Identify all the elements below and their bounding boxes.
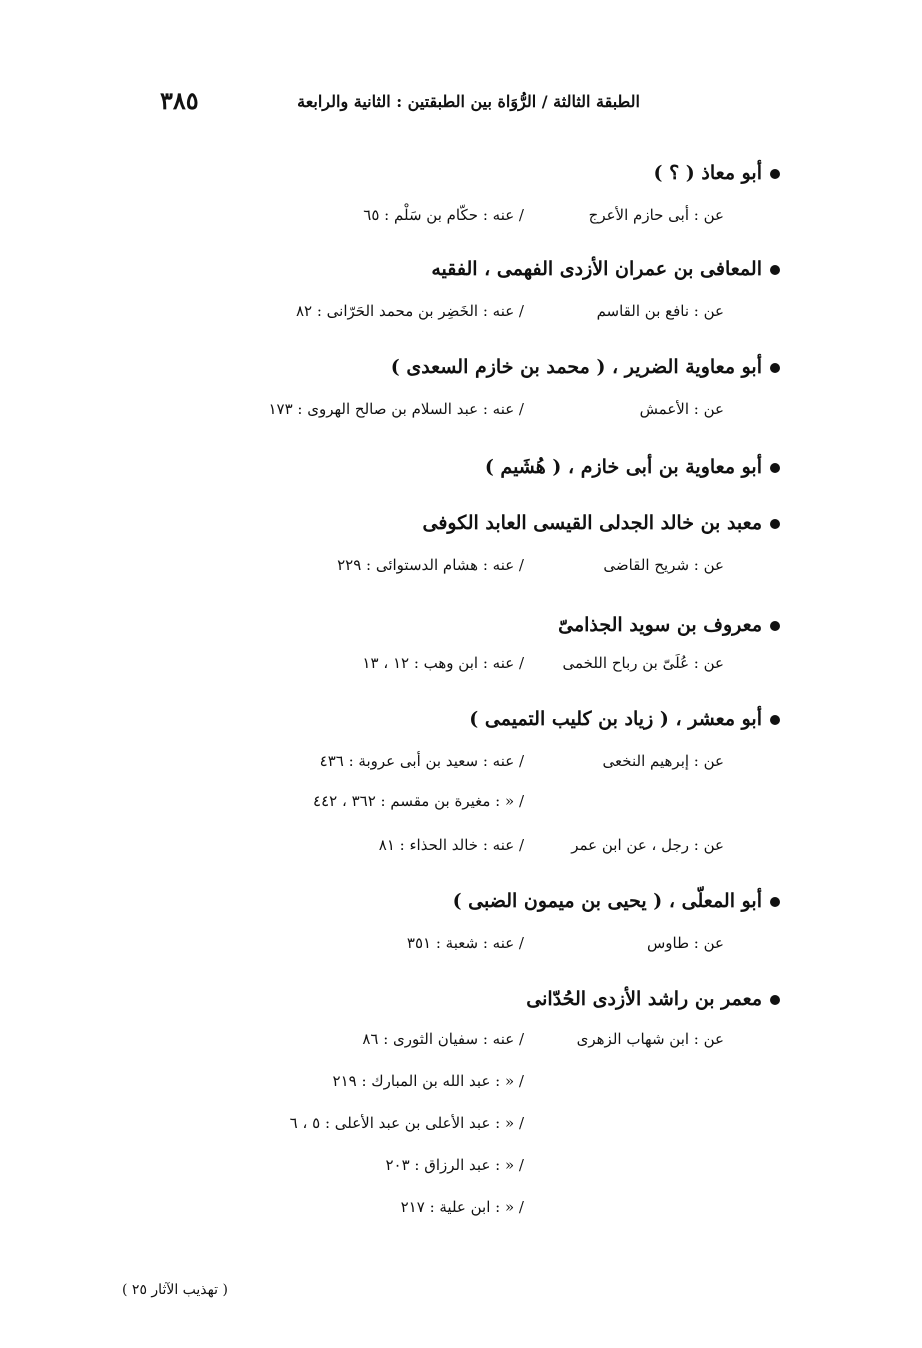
entry-heading [526, 988, 780, 1010]
entry-row [0, 302, 922, 328]
to-student: / « : عبد الأعلى بن عبد الأعلى : ٥ ، ٦ [289, 1114, 524, 1132]
entry-heading [453, 890, 780, 912]
bullet-icon [770, 363, 780, 373]
from-source: عن : شريح القاضى [603, 556, 724, 574]
bullet-icon [770, 715, 780, 725]
entry-row [0, 400, 922, 426]
entries-list [0, 150, 922, 1250]
to-student: / عنه : سفيان الثورى : ٨٦ [362, 1030, 524, 1048]
bullet-icon [770, 463, 780, 473]
entry-heading [654, 162, 781, 184]
entry-name: أبو معاوية الضرير ، ( محمد بن خازم السعدى ) [390, 356, 762, 378]
entry-name: أبو معاوية بن أبى خازم ، ( هُشَيم ) [484, 456, 762, 478]
entry-name: معمر بن راشد الأزدى الحُدّانى [526, 988, 762, 1010]
entry-row [0, 206, 922, 232]
from-source: عن : طاوس [646, 934, 724, 952]
from-source: عن : نافع بن القاسم [596, 302, 724, 320]
entry-row [0, 1156, 922, 1182]
from-source: عن : ابن شهاب الزهرى [576, 1030, 724, 1048]
from-source: عن : إبرهيم النخعى [602, 752, 724, 770]
entry-name: معروف بن سويد الجذامىّ [558, 614, 762, 636]
entry-name: معبد بن خالد الجدلى القيسى العابد الكوفى [422, 512, 762, 534]
entry-row [0, 556, 922, 582]
to-student: / « : عبد الرزاق : ٢٠٣ [385, 1156, 524, 1174]
entry-heading [485, 456, 780, 478]
entry-heading [469, 708, 780, 730]
entry-name: المعافى بن عمران الأزدى الفهمى ، الفقيه [431, 258, 762, 280]
to-student: / « : عبد الله بن المبارك : ٢١٩ [332, 1072, 524, 1090]
to-student: / عنه : هشام الدستوائى : ٢٢٩ [337, 556, 524, 574]
entry-heading [391, 356, 780, 378]
entry-row [0, 934, 922, 960]
bullet-icon [770, 519, 780, 529]
bullet-icon [770, 897, 780, 907]
entry-row [0, 1114, 922, 1140]
to-student: / عنه : خالد الحذاء : ٨١ [378, 836, 524, 854]
bullet-icon [770, 621, 780, 631]
to-student: / « : مغيرة بن مقسم : ٣٦٢ ، ٤٤٢ [313, 792, 524, 810]
entry-row [0, 792, 922, 818]
page-number: ٣٨٥ [160, 86, 199, 115]
to-student: / عنه : حكّام بن سَلْم : ٦٥ [363, 206, 524, 224]
from-source: عن : عُلَىّ بن رباح اللخمى [562, 654, 724, 672]
entry-heading [431, 258, 780, 280]
footer-note: ( تهذيب الآثار ٢٥ ) [122, 1282, 228, 1298]
running-header: الطبقة الثالثة / الرُّوَاة بين الطبقتين : الثانية والرابعة [297, 92, 640, 111]
entry-row [0, 1030, 922, 1056]
from-source: عن : رجل ، عن ابن عمر [571, 836, 724, 854]
entry-row [0, 752, 922, 778]
entry-row [0, 654, 922, 680]
to-student: / « : ابن علية : ٢١٧ [400, 1198, 524, 1216]
entry-row [0, 836, 922, 862]
from-source: عن : أبى حازم الأعرج [588, 206, 724, 224]
to-student: / عنه : عبد السلام بن صالح الهروى : ١٧٣ [268, 400, 524, 418]
from-source: عن : الأعمش [639, 400, 724, 418]
to-student: / عنه : شعبة : ٣٥١ [406, 934, 524, 952]
entry-name: أبو المعلّى ، ( يحيى بن ميمون الضبى ) [452, 890, 762, 912]
entry-name: أبو معشر ، ( زياد بن كليب التميمى ) [469, 708, 762, 730]
to-student: / عنه : سعيد بن أبى عروبة : ٤٣٦ [319, 752, 524, 770]
bullet-icon [770, 265, 780, 275]
entry-heading [423, 512, 781, 534]
entry-row [0, 1072, 922, 1098]
entry-row [0, 1198, 922, 1224]
entry-heading [558, 614, 780, 636]
entry-name: أبو معاذ ( ؟ ) [653, 162, 762, 184]
bullet-icon [770, 995, 780, 1005]
bullet-icon [770, 169, 780, 179]
to-student: / عنه : ابن وهب : ١٢ ، ١٣ [362, 654, 524, 672]
to-student: / عنه : الخَضِر بن محمد الحَرّانى : ٨٢ [295, 302, 524, 320]
